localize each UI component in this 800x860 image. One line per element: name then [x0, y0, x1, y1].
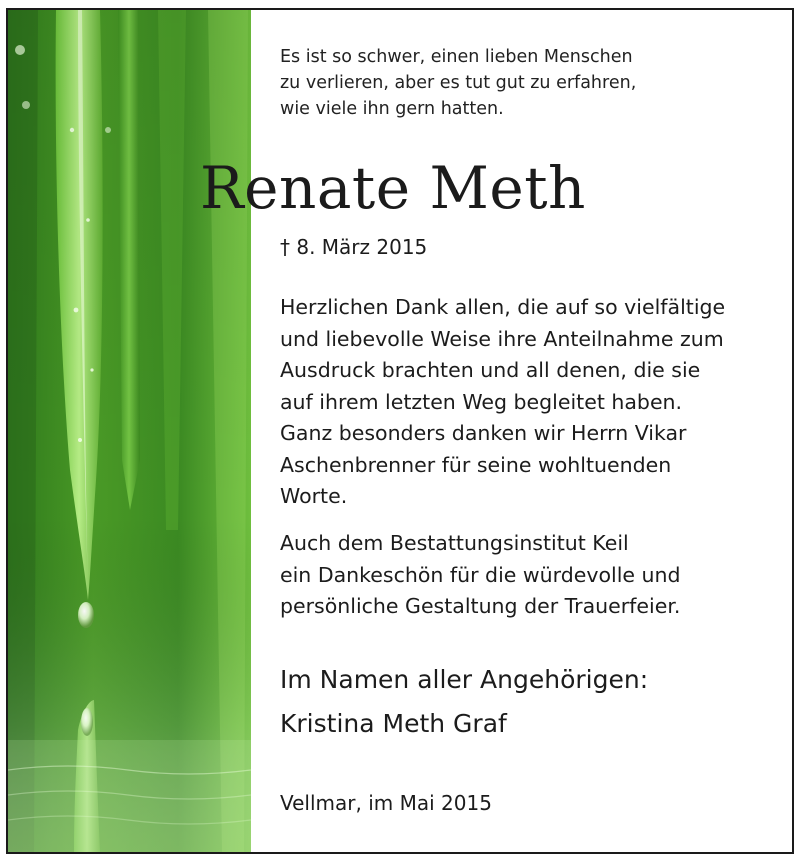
- paragraph-line: ein Dankeschön für die würdevolle und: [280, 562, 681, 587]
- thanks-paragraph: [280, 292, 725, 513]
- obituary-notice: [6, 8, 794, 854]
- grass-illustration: [8, 10, 251, 852]
- motto-line: Es ist so schwer, einen lieben Menschen: [280, 47, 633, 67]
- paragraph-line: Ganz besonders danken wir Herrn Vikar: [280, 421, 687, 445]
- motto-quote: [280, 44, 636, 122]
- paragraph-line: Aschenbrenner für seine wohltuenden: [280, 452, 672, 477]
- paragraph-line: Worte.: [280, 484, 348, 508]
- signatory-name: Kristina Meth Graf: [280, 709, 507, 738]
- paragraph-line: Herzlichen Dank allen, die auf so vielfältige: [280, 295, 726, 319]
- paragraph-line: und liebevolle Weise ihre Anteilnahme zum: [280, 326, 724, 351]
- deceased-name: Renate Meth: [200, 154, 586, 222]
- grass-dewdrop-photo: [8, 10, 251, 852]
- funeral-home-paragraph: [280, 528, 681, 623]
- motto-line: wie viele ihn gern hatten.: [280, 99, 504, 119]
- paragraph-line: Auch dem Bestattungsinstitut Keil: [280, 531, 629, 555]
- closing-block: [280, 658, 648, 746]
- paragraph-line: auf ihrem letzten Weg begleitet haben.: [280, 389, 683, 414]
- on-behalf-line: Im Namen aller Angehörigen:: [280, 665, 649, 694]
- place-and-date: Vellmar, im Mai 2015: [280, 791, 492, 815]
- paragraph-line: Ausdruck brachten und all denen, die sie: [280, 358, 701, 382]
- paragraph-line: persönliche Gestaltung der Trauerfeier.: [280, 594, 681, 618]
- date-of-death: † 8. März 2015: [280, 235, 428, 259]
- motto-line: zu verlieren, aber es tut gut zu erfahren,: [280, 73, 637, 93]
